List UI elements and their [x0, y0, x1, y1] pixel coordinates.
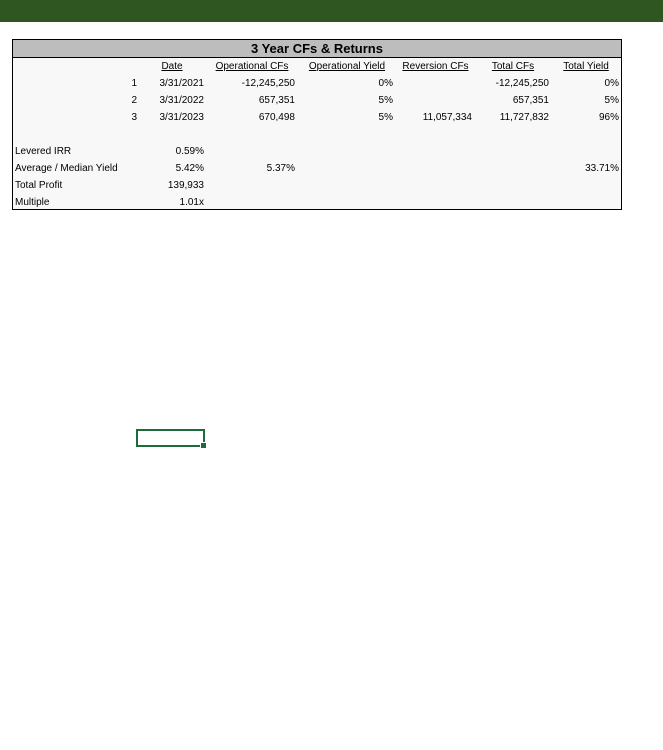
- row-number[interactable]: 2: [131, 95, 137, 106]
- fill-handle[interactable]: [200, 442, 207, 449]
- average-yield-value[interactable]: 5.42%: [175, 163, 204, 174]
- header-operational-cfs[interactable]: Operational CFs: [215, 61, 289, 72]
- row-operational-cfs[interactable]: 670,498: [258, 112, 295, 123]
- row-reversion-cfs[interactable]: 11,057,334: [422, 112, 472, 123]
- total-profit-value[interactable]: 139,933: [167, 180, 204, 191]
- row-date[interactable]: 3/31/2021: [159, 78, 204, 89]
- row-reversion-cfs[interactable]: [398, 94, 472, 108]
- row-total-yield[interactable]: 96%: [598, 112, 619, 123]
- total-profit-label[interactable]: Total Profit: [15, 180, 63, 191]
- cf-returns-table: [12, 39, 622, 210]
- levered-irr-label[interactable]: Levered IRR: [15, 146, 72, 157]
- multiple-value[interactable]: 1.01x: [179, 197, 204, 208]
- header-total-cfs[interactable]: Total CFs: [491, 61, 535, 72]
- header-operational-yield[interactable]: Operational Yield: [308, 61, 386, 72]
- row-date[interactable]: 3/31/2023: [159, 112, 204, 123]
- row-total-cfs[interactable]: -12,245,250: [495, 78, 549, 89]
- row-number[interactable]: 3: [131, 112, 137, 123]
- row-operational-yield[interactable]: 5%: [378, 112, 393, 123]
- row-operational-cfs[interactable]: -12,245,250: [241, 78, 295, 89]
- header-date[interactable]: Date: [161, 61, 183, 72]
- ribbon-bar: [0, 0, 663, 22]
- avg-median-yield-label[interactable]: Average / Median Yield: [15, 163, 118, 174]
- operational-median-yield-value[interactable]: 5.37%: [266, 163, 295, 174]
- row-total-cfs[interactable]: 11,727,832: [499, 112, 549, 123]
- row-reversion-cfs[interactable]: [398, 77, 472, 91]
- row-operational-yield[interactable]: 0%: [378, 78, 393, 89]
- total-median-yield-value[interactable]: 33.71%: [585, 163, 619, 174]
- row-total-yield[interactable]: 0%: [604, 78, 619, 89]
- row-operational-cfs[interactable]: 657,351: [258, 95, 295, 106]
- row-operational-yield[interactable]: 5%: [378, 95, 393, 106]
- row-number[interactable]: 1: [131, 78, 137, 89]
- row-total-yield[interactable]: 5%: [604, 95, 619, 106]
- header-total-yield[interactable]: Total Yield: [563, 61, 609, 72]
- header-reversion-cfs[interactable]: Reversion CFs: [402, 61, 469, 72]
- active-cell-selection[interactable]: [136, 429, 205, 447]
- levered-irr-value[interactable]: 0.59%: [175, 146, 204, 157]
- row-date[interactable]: 3/31/2022: [159, 95, 204, 106]
- row-total-cfs[interactable]: 657,351: [512, 95, 549, 106]
- multiple-label[interactable]: Multiple: [15, 197, 50, 208]
- table-title: 3 Year CFs & Returns: [13, 40, 621, 58]
